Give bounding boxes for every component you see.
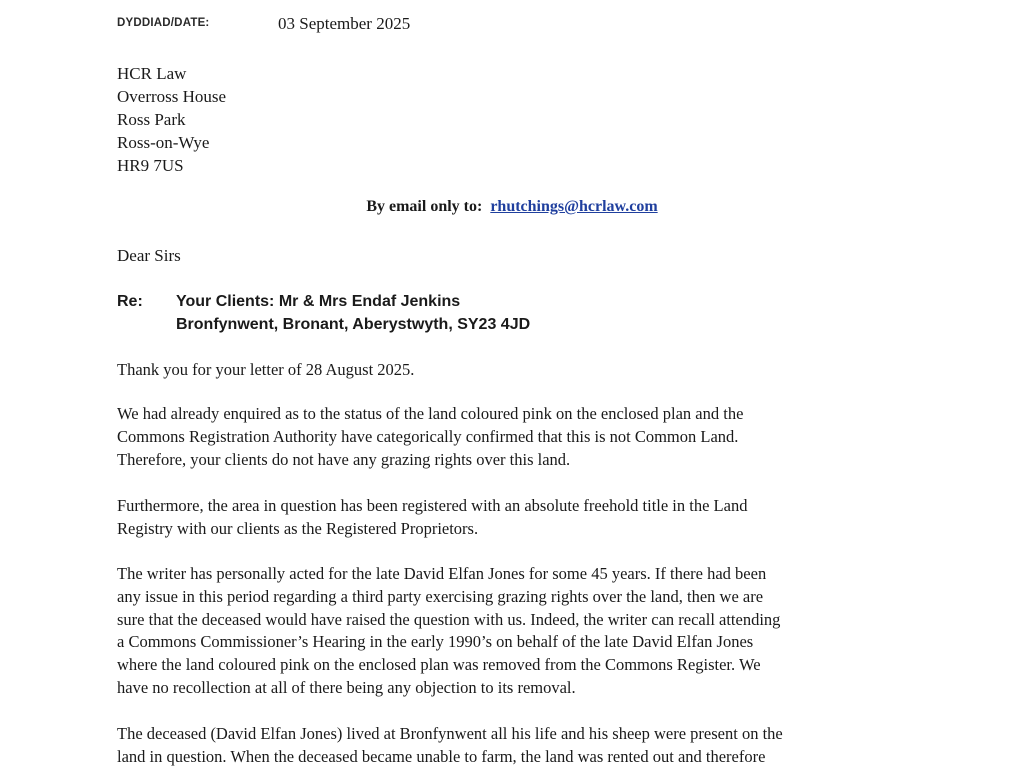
paragraph-line: Commons Registration Authority have categorically confirmed that this is not Common Land. — [117, 426, 739, 446]
paragraph-line: Registry with our clients as the Registered Proprietors. — [117, 518, 479, 538]
recipient-address — [117, 62, 226, 177]
subject-label: Re: — [117, 293, 143, 310]
date-label: DYDDIAD/DATE: — [117, 17, 210, 29]
paragraph-line: sure that the deceased would have raised the question with us. Indeed, the writer can recall attending — [117, 609, 781, 629]
paragraph-line: land in question. When the deceased became unable to farm, the land was rented out and therefore — [117, 746, 766, 766]
email-line — [0, 198, 1024, 216]
subject-line: Bronfynwent, Bronant, Aberystwyth, SY23 4JD — [176, 316, 531, 333]
address-line: HR9 7US — [117, 156, 184, 175]
cut-off-header-line — [117, 0, 121, 5]
paragraph-line: The writer has personally acted for the late David Elfan Jones for some 45 years. If there had been — [117, 564, 767, 583]
email-prefix: By email only to: — [366, 198, 483, 215]
date-value: 03 September 2025 — [278, 14, 411, 33]
address-line: Overross House — [117, 87, 227, 106]
email-link[interactable]: rhutchings@hcrlaw.com — [490, 198, 658, 215]
paragraph-line: Furthermore, the area in question has been registered with an absolute freehold title in the Land — [117, 496, 748, 515]
paragraph-line: The deceased (David Elfan Jones) lived at Bronfynwent all his life and his sheep were present on the — [117, 724, 783, 743]
paragraph-line: any issue in this period regarding a third party exercising grazing rights over the land, then we are — [117, 586, 764, 606]
paragraph-line: where the land coloured pink on the enclosed plan was removed from the Commons Register. We — [117, 655, 761, 675]
subject-line: Your Clients: Mr & Mrs Endaf Jenkins — [176, 293, 461, 310]
paragraph-thanks — [117, 359, 927, 382]
paragraph-writer-history — [117, 563, 927, 700]
address-line: Ross-on-Wye — [117, 133, 210, 152]
address-line: Ross Park — [117, 110, 186, 129]
paragraph-line: have no recollection at all of there being any objection to its removal. — [117, 677, 576, 697]
salutation: Dear Sirs — [117, 246, 181, 265]
paragraph-line: a Commons Commissioner’s Hearing in the early 1990’s on behalf of the late David Elfan Jones — [117, 632, 754, 652]
date-row — [117, 14, 717, 36]
subject-lines — [176, 290, 530, 336]
paragraph-line: Thank you for your letter of 28 August 2025. — [117, 360, 415, 379]
paragraph-common-land-status — [117, 403, 927, 471]
address-line: HCR Law — [117, 64, 187, 83]
paragraph-line: We had already enquired as to the status of the land coloured pink on the enclosed plan and the — [117, 404, 744, 423]
paragraph-deceased-farming — [117, 723, 927, 768]
paragraph-line: Therefore, your clients do not have any grazing rights over this land. — [117, 449, 571, 469]
paragraph-freehold-title — [117, 495, 927, 541]
